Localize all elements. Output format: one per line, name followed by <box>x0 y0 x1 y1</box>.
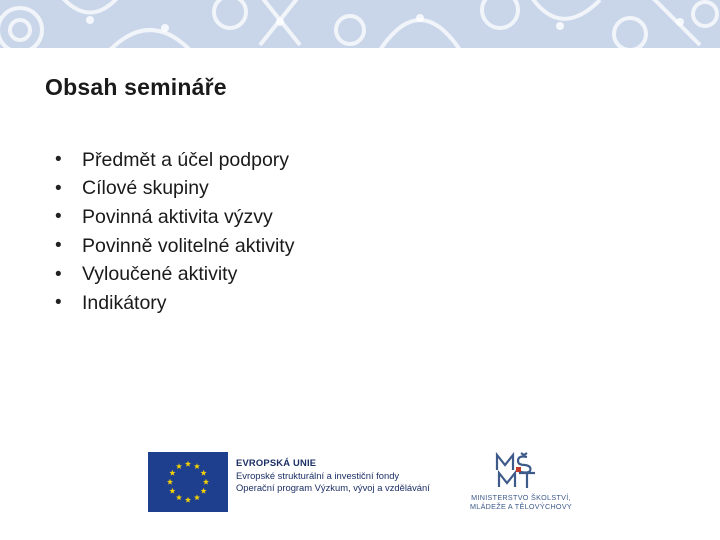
header-banner <box>0 0 720 48</box>
msmt-logo-icon <box>494 452 538 490</box>
bullet-icon: • <box>55 263 62 285</box>
slide-title: Obsah semináře <box>45 74 227 100</box>
list-item-text: Indikátory <box>82 291 167 314</box>
list-item <box>55 289 294 318</box>
msmt-logo <box>466 452 576 512</box>
eu-logo <box>148 452 450 512</box>
eu-logo-line1: EVROPSKÁ UNIE <box>236 457 317 468</box>
eu-logo-text <box>236 457 430 495</box>
list-item <box>55 175 294 204</box>
list-item-text: Povinná aktivita výzvy <box>82 205 273 228</box>
list-item <box>55 232 294 261</box>
msmt-logo-line1: MINISTERSTVO ŠKOLSTVÍ, <box>471 493 571 502</box>
banner-pattern <box>0 0 720 48</box>
bullet-icon: • <box>55 149 62 171</box>
eu-logo-line2: Evropské strukturální a investiční fondy <box>236 469 400 481</box>
eu-flag-icon <box>148 452 228 512</box>
bullet-icon: • <box>55 206 62 228</box>
list-item <box>55 260 294 289</box>
bullet-icon: • <box>55 177 62 199</box>
list-item-text: Vyloučené aktivity <box>82 263 238 286</box>
bullet-icon: • <box>55 235 62 257</box>
msmt-logo-text <box>466 493 576 511</box>
list-item-text: Cílové skupiny <box>82 177 209 200</box>
bullet-icon: • <box>55 292 62 314</box>
list-item-text: Předmět a účel podpory <box>82 148 290 171</box>
eu-logo-line3: Operační program Výzkum, vývoj a vzdělávání <box>236 482 430 494</box>
bullet-list <box>55 146 294 318</box>
msmt-logo-line2: MLÁDEŽE A TĚLOVÝCHOVY <box>469 502 573 511</box>
list-item <box>55 146 294 175</box>
list-item <box>55 203 294 232</box>
list-item-text: Povinně volitelné aktivity <box>82 234 295 257</box>
